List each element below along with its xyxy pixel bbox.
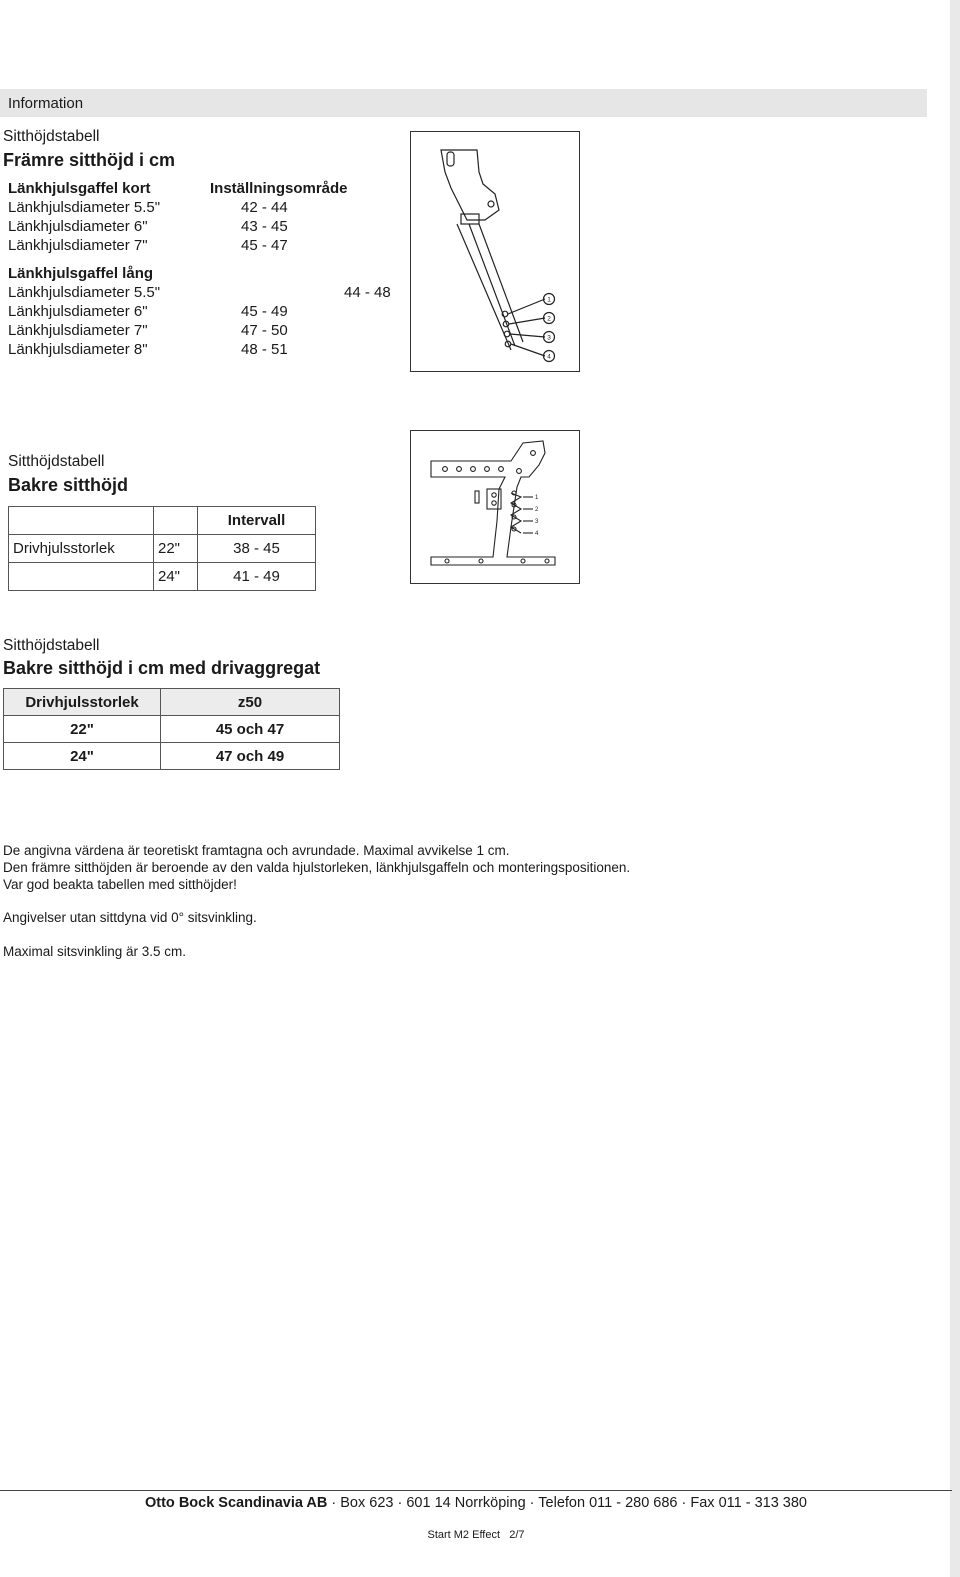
- seat-height-value: 47 och 49: [161, 743, 340, 770]
- z50-heading: z50: [161, 689, 340, 716]
- company-name: Otto Bock Scandinavia AB: [145, 1495, 328, 1511]
- rear-kicker: Sitthöjdstabell: [8, 453, 105, 470]
- drive-wheel-heading: Drivhjulsstorlek: [4, 689, 161, 716]
- long-row-label: Länkhjulsdiameter 6": [8, 303, 148, 320]
- seat-height-value: 45 och 47: [161, 716, 340, 743]
- rear-seat-table: [8, 506, 316, 591]
- caster-fork-figure: [410, 131, 580, 372]
- footer-address-line: [0, 1495, 952, 1511]
- section-header-bar: [0, 89, 927, 117]
- drive-kicker: Sitthöjdstabell: [3, 637, 100, 654]
- short-row-label: Länkhjulsdiameter 6": [8, 218, 148, 235]
- rear-axle-figure: [410, 430, 580, 584]
- note-text: Angivelser utan sittdyna vid 0° sitsvinkling.: [3, 910, 257, 925]
- table-row: [4, 689, 340, 716]
- interval-value: 41 - 49: [198, 563, 316, 591]
- table-row: [4, 743, 340, 770]
- product-name: Start M2 Effect: [427, 1529, 501, 1541]
- company-address: · Box 623 · 601 14 Norrköping · Telefon 011 - 280 686 · Fax 011 - 313 380: [331, 1495, 807, 1511]
- page-edge: [950, 0, 960, 1577]
- drive-title: Bakre sitthöjd i cm med drivaggregat: [3, 658, 321, 678]
- axle-position-label: 1: [535, 495, 539, 501]
- wheel-size: 22": [154, 535, 198, 563]
- short-row-value: 43 - 45: [241, 218, 288, 235]
- short-row-label: Länkhjulsdiameter 5.5": [8, 199, 161, 216]
- rear-axle-drawing: [411, 431, 579, 583]
- section-header-label: Information: [8, 95, 84, 112]
- caster-fork-drawing: [411, 132, 579, 371]
- long-row-value: 45 - 49: [241, 303, 288, 320]
- fork-position-label: 2: [547, 315, 551, 323]
- table-row: [9, 563, 316, 591]
- axle-position-label: 3: [535, 519, 539, 525]
- long-row-value: 44 - 48: [344, 284, 391, 301]
- drive-unit-table: [3, 688, 340, 770]
- front-title: Främre sitthöjd i cm: [3, 150, 176, 170]
- short-row-value: 42 - 44: [241, 199, 288, 216]
- table-row: [9, 507, 316, 535]
- short-row-label: Länkhjulsdiameter 7": [8, 237, 148, 254]
- interval-value: 38 - 45: [198, 535, 316, 563]
- table-row: [9, 535, 316, 563]
- table-cell: [9, 563, 154, 591]
- range-heading: Inställningsområde: [210, 180, 348, 197]
- wheel-size: 22": [4, 716, 161, 743]
- note-text: Den främre sitthöjden är beroende av den valda hjulstorleken, länkhjulsgaffeln och monteringspositionen.: [3, 860, 631, 875]
- long-row-label: Länkhjulsdiameter 8": [8, 341, 148, 358]
- axle-position-label: 2: [535, 507, 539, 513]
- rear-title: Bakre sitthöjd: [8, 475, 129, 495]
- drive-wheel-label: Drivhjulsstorlek: [9, 535, 154, 563]
- long-row-label: Länkhjulsdiameter 5.5": [8, 284, 161, 301]
- footer-page-info: [0, 1529, 952, 1541]
- short-row-value: 45 - 47: [241, 237, 288, 254]
- axle-position-label: 4: [535, 531, 539, 537]
- fork-position-label: 4: [547, 353, 551, 361]
- long-fork-heading: Länkhjulsgaffel lång: [8, 265, 154, 282]
- fork-position-label: 1: [547, 296, 551, 304]
- note-text: De angivna värdena är teoretiskt framtagna och avrundade. Maximal avvikelse 1 cm.: [3, 843, 510, 858]
- footer-divider: [0, 1490, 952, 1491]
- page-number: 2/7: [509, 1529, 525, 1541]
- table-cell: [9, 507, 154, 535]
- long-row-label: Länkhjulsdiameter 7": [8, 322, 148, 339]
- long-row-value: 47 - 50: [241, 322, 288, 339]
- long-row-value: 48 - 51: [241, 341, 288, 358]
- table-cell: [154, 507, 198, 535]
- interval-heading: Intervall: [198, 507, 316, 535]
- wheel-size: 24": [4, 743, 161, 770]
- wheel-size: 24": [154, 563, 198, 591]
- short-fork-heading: Länkhjulsgaffel kort: [8, 180, 151, 197]
- table-row: [4, 716, 340, 743]
- note-text: Maximal sitsvinkling är 3.5 cm.: [3, 944, 187, 959]
- fork-position-label: 3: [547, 334, 551, 342]
- note-text: Var god beakta tabellen med sitthöjder!: [3, 877, 237, 892]
- front-kicker: Sitthöjdstabell: [3, 128, 100, 145]
